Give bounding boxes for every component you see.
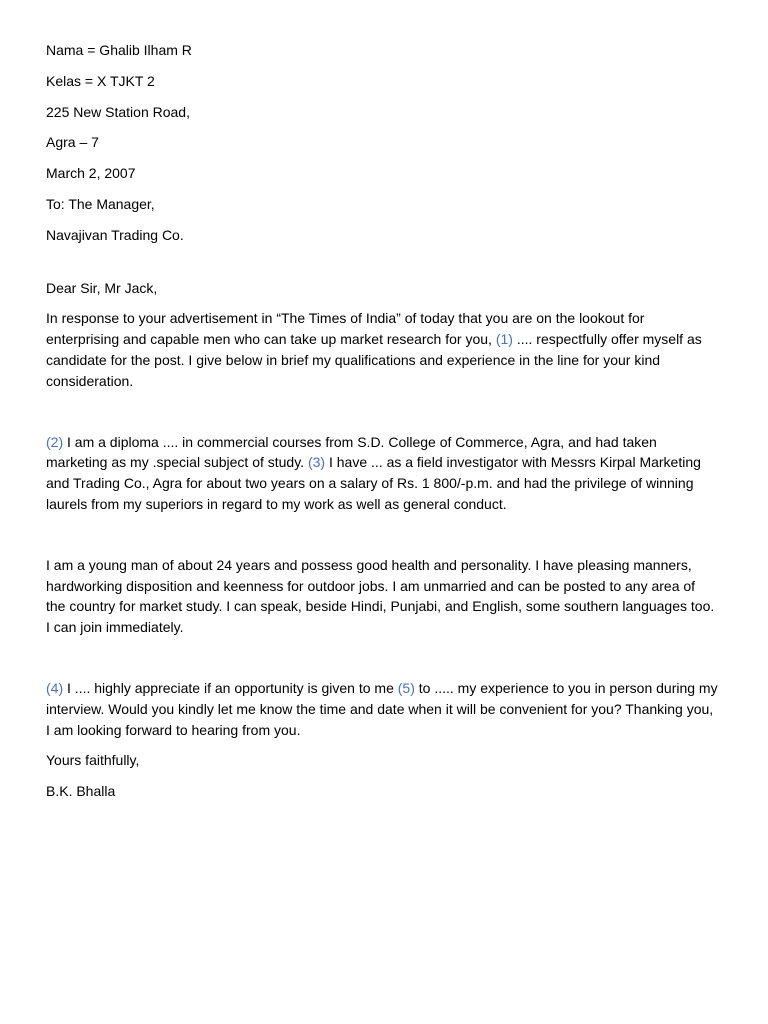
student-name: Nama = Ghalib Ilham R bbox=[46, 42, 192, 58]
paragraph-2-text-a: I am a diploma .... in commercial courses from S.D. College of Commerce, Agra, and had taken marketing as my .special subject of study. bbox=[46, 433, 657, 471]
paragraph-1-text-b: .... respectfully offer myself as candidate for the post. I give below in brief my qualifications and experience in the line for your kind consideration. bbox=[46, 331, 702, 389]
paragraph-3: I am a young man of about 24 years and possess good health and personality. I have pleasing manners, hardworking disposition and keenness for outdoor jobs. I am unmarried and can be posted to any area of the country for market study. I can speak, beside Hindi, Punjabi, and English, some southern languages too. I can join immediately. bbox=[46, 556, 715, 636]
blank-number-4: (4) bbox=[46, 679, 64, 696]
salutation: Dear Sir, Mr Jack, bbox=[46, 279, 158, 296]
paragraph-2 bbox=[46, 432, 718, 515]
paragraph-2-text-b: I have ... as a field investigator with Messrs Kirpal Marketing and Trading Co., Agra for about two years on a salary of Rs. 1 800/-p.m. and had the privilege of winning laurels from my superiors in regard to my work as well as general conduct. bbox=[46, 454, 701, 512]
paragraph-4-text-b: to ..... my experience to you in person during my interview. Would you kindly let me know the time and date when it will be convenient for you? Thanking you, I am looking forward to hearing from you. bbox=[46, 679, 718, 738]
blank-number-3: (3) bbox=[307, 454, 326, 471]
spacer bbox=[46, 638, 718, 678]
recipient-company: Navajivan Trading Co. bbox=[46, 226, 184, 243]
student-class: Kelas = X TJKT 2 bbox=[46, 72, 155, 89]
letter-body bbox=[46, 40, 718, 812]
paragraph-1-text-a: In response to your advertisement in “The Times of India” of today that you are on the lookout for enterprising and capable men who can take up market research for you, bbox=[46, 310, 645, 348]
closing: Yours faithfully, bbox=[46, 752, 140, 769]
spacer bbox=[46, 515, 718, 555]
blank-number-2: (2) bbox=[46, 433, 64, 450]
recipient-title: To: The Manager, bbox=[46, 195, 155, 212]
sender-address-line1: 225 New Station Road, bbox=[46, 103, 190, 120]
blank-number-1: (1) bbox=[495, 331, 513, 348]
signature-name: B.K. Bhalla bbox=[46, 783, 116, 800]
blank-number-5: (5) bbox=[397, 679, 415, 696]
sender-address-line2: Agra – 7 bbox=[46, 134, 99, 151]
letter-date: March 2, 2007 bbox=[46, 165, 136, 182]
spacer bbox=[46, 256, 718, 278]
paragraph-1 bbox=[46, 308, 718, 391]
paragraph-4 bbox=[46, 678, 718, 740]
paragraph-4-text-a: I .... highly appreciate if an opportunity is given to me bbox=[63, 679, 398, 696]
spacer bbox=[46, 392, 718, 432]
